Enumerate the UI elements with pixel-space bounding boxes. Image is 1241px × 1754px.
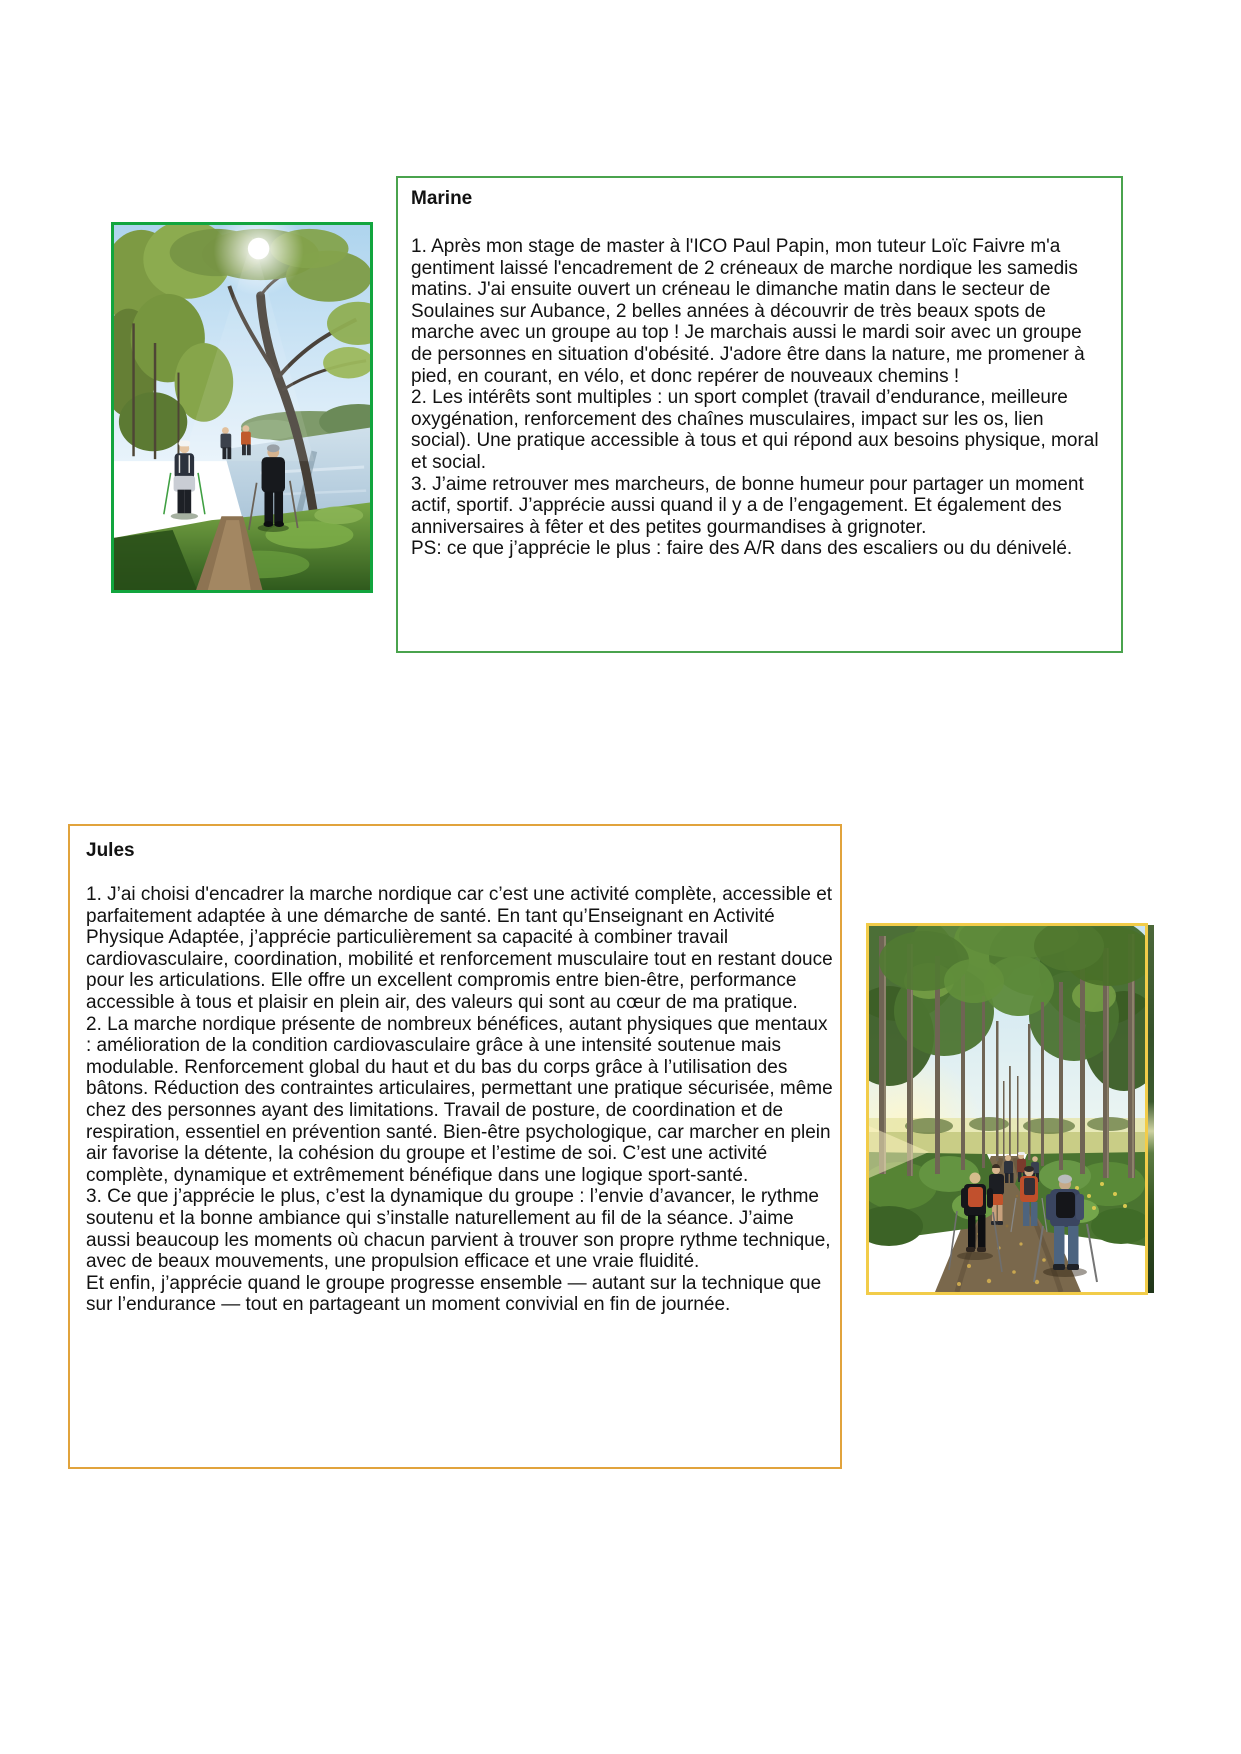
- jules-title: Jules: [86, 840, 135, 861]
- jules-photo-frame: [866, 923, 1148, 1295]
- jules-paragraph-1: 1. J’ai choisi d'encadrer la marche nordique car c’est une activité complète, accessible et parfaitement adaptée à une démarche de santé. En tant qu’Enseignant en Activité Physique Adaptée, j’apprécie particulièrement sa capacité à combiner travail cardiovasculaire, coordination, mobilité et renforcement musculaire tout en restant douce pour les articulations. Elle offre un excellent compromis entre bien-être, performance accessible à tous et plaisir en plein air, des valeurs qui sont au cœur de ma pratique.: [86, 884, 833, 1013]
- jules-paragraph-3: 3. Ce que j’apprécie le plus, c’est la dynamique du groupe : l’envie d’avancer, le rythme soutenu et la bonne ambiance qui s’installe naturellement au fil de la séance. J’aime aussi beaucoup les moments où chacun parvient à trouver son propre rythme technique, avec de beaux mouvements, une propulsion efficace et une vraie fluidité.: [86, 1186, 831, 1273]
- marine-paragraph-4: PS: ce que j’apprécie le plus : faire des A/R dans des escaliers ou du dénivelé.: [411, 538, 1073, 560]
- marine-body: [411, 236, 1105, 560]
- jules-photo: [869, 926, 1145, 1292]
- jules-section-box: [68, 824, 842, 1469]
- marine-photo-frame: [111, 222, 373, 593]
- marine-photo: [114, 225, 370, 590]
- marine-section-box: [396, 176, 1123, 653]
- jules-paragraph-4: Et enfin, j’apprécie quand le groupe progresse ensemble — autant sur la technique que sur l’endurance — tout en partageant un moment convivial en fin de journée.: [86, 1272, 822, 1316]
- jules-paragraph-2: 2. La marche nordique présente de nombreux bénéfices, autant physiques que mentaux : amélioration de la condition cardiovasculaire grâce à une intensité soutenue mais modulable. Renforcement global du haut et du bas du corps grâce à l’utilisation des bâtons. Réduction des contraintes articulaires, permettant une pratique sécurisée, même chez des personnes ayant des limitations. Travail de posture, de coordination et de respiration, essentiel en prévention santé. Bien-être psychologique, car marcher en plein air favorise la détente, la cohésion du groupe et l’estime de soi. C’est une activité complète, dynamique et extrêmement bénéfique dans une logique sport-santé.: [86, 1013, 833, 1186]
- jules-body: [86, 884, 833, 1316]
- marine-paragraph-3: 3. J’aime retrouver mes marcheurs, de bonne humeur pour partager un moment actif, sportif. J’apprécie aussi quand il y a de l’engagement. Et également des anniversaires à fêter et des petites gourmandises à grignoter.: [411, 473, 1084, 538]
- marine-paragraph-2: 2. Les intérêts sont multiples : un sport complet (travail d’endurance, meilleure oxygénation, renforcement des chaînes musculaires, impact sur les os, lien social). Une pratique accessible à tous et qui répond aux besoins physique, moral et social.: [411, 387, 1099, 473]
- jules-photo-edge-sliver: [1148, 925, 1154, 1293]
- marine-title: Marine: [411, 188, 473, 209]
- marine-paragraph-1: 1. Après mon stage de master à l'ICO Paul Papin, mon tuteur Loïc Faivre m'a gentiment laissé l'encadrement de 2 créneaux de marche nordique les samedis matins. J'ai ensuite ouvert un créneau le dimanche matin dans le secteur de Soulaines sur Aubance, 2 belles années à découvrir de très beaux spots de marche avec un groupe au top ! Je marchais aussi le mardi soir avec un groupe de personnes en situation d'obésité. J'adore être dans la nature, me promener à pied, en courant, en vélo, et donc repérer de nouveaux chemins !: [411, 236, 1085, 387]
